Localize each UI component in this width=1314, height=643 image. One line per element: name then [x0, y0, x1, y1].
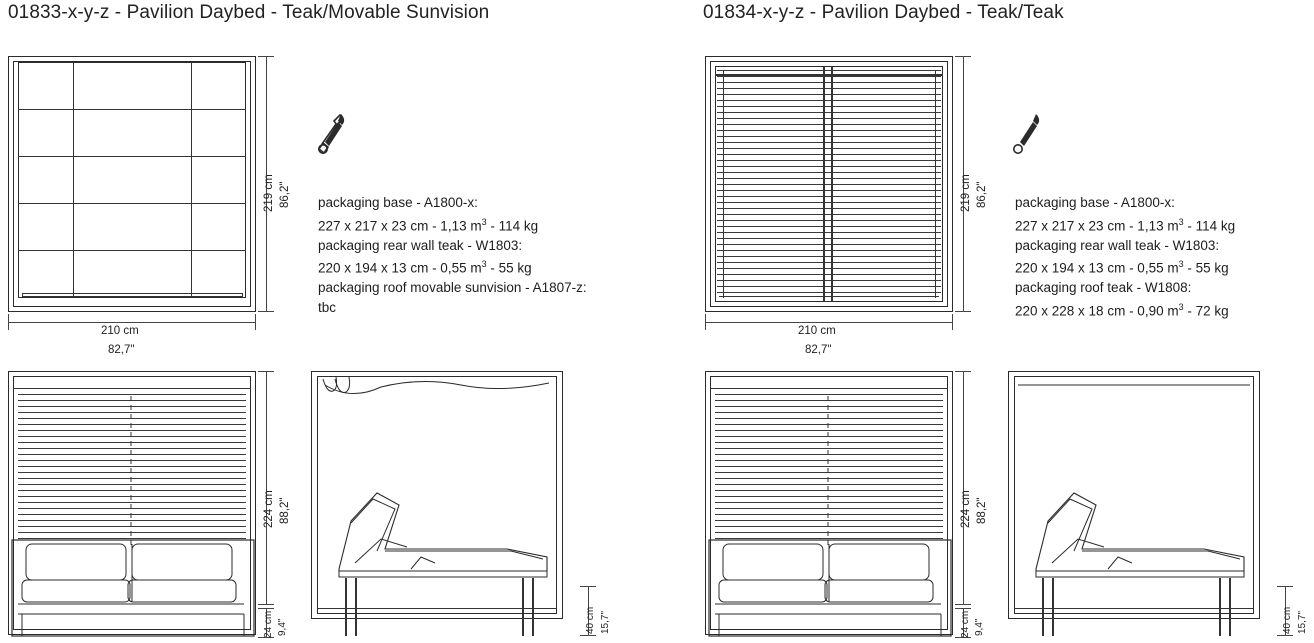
seat-cushions [705, 540, 955, 638]
slat-panel [18, 394, 246, 542]
seat-cushions [8, 540, 258, 638]
wrench-icon [1009, 112, 1045, 164]
dim-side-height-cm: 40 cm [1282, 606, 1293, 634]
packaging-specs [318, 193, 587, 317]
dim-top-width-cm: 210 cm [101, 325, 139, 337]
dim-side-height-cm: 40 cm [585, 606, 596, 634]
slat-panel [715, 394, 943, 542]
spec-line: packaging rear wall teak - W1803: [318, 237, 523, 253]
dim-front-height-in: 88,2" [976, 497, 988, 524]
dim-front-height-cm: 224 cm [263, 490, 275, 528]
panel-title: 01834-x-y-z - Pavilion Daybed - Teak/Teak [703, 2, 1064, 23]
spec-line: 227 x 217 x 23 cm - 1,13 $m^3 - 114$ kg [1015, 216, 1236, 233]
dim-seat-height-cm: 24 cm [263, 610, 274, 638]
dim-top-height-in: 86,2" [976, 181, 988, 208]
spec-line: packaging roof teak - W1808: [1015, 280, 1192, 295]
dim-front-height-in: 88,2" [279, 497, 291, 524]
spec-line: packaging base - A1800-x: [318, 195, 478, 210]
dim-seat-height-cm: 24 cm [960, 610, 971, 638]
spec-line: 220 x 194 x 13 cm - 0,55 $m^3 - 55$ kg [318, 259, 532, 276]
spec-line: 227 x 217 x 23 cm - 1,13 $m^3 - 114$ kg [318, 216, 539, 233]
roof-slat-panel [717, 70, 941, 298]
dim-top-height-cm: 219 cm [960, 174, 972, 212]
product-panel-01834 [657, 0, 1314, 643]
dim-side-height-in: 15,7" [600, 610, 611, 634]
spec-line: 220 x 228 x 18 cm - 0,90 $m^3 - 72$ kg [1015, 301, 1229, 318]
dim-seat-height-in: 9,4" [277, 618, 288, 636]
packaging-specs [1015, 193, 1235, 321]
dim-top-width-in: 82,7" [805, 344, 832, 356]
wrench-icon [314, 112, 350, 164]
dim-seat-height-in: 9,4" [974, 618, 985, 636]
dim-top-height-cm: 219 cm [263, 174, 275, 212]
spec-line: 220 x 194 x 13 cm - 0,55 $m^3 - 55$ kg [1015, 259, 1229, 276]
spec-line: packaging base - A1800-x: [1015, 195, 1175, 210]
spec-line: packaging roof movable sunvision - A1807-z: [318, 280, 587, 295]
dim-top-width-in: 82,7" [108, 344, 135, 356]
dim-top-height-in: 86,2" [279, 181, 291, 208]
spec-line: packaging rear wall teak - W1803: [1015, 237, 1220, 253]
dim-side-height-in: 15,7" [1297, 610, 1308, 634]
panel-title: 01833-x-y-z - Pavilion Daybed - Teak/Movable Sunvision [8, 2, 490, 23]
dim-top-width-cm: 210 cm [798, 325, 836, 337]
dim-front-height-cm: 224 cm [960, 490, 972, 528]
spec-line: tbc [318, 299, 337, 315]
